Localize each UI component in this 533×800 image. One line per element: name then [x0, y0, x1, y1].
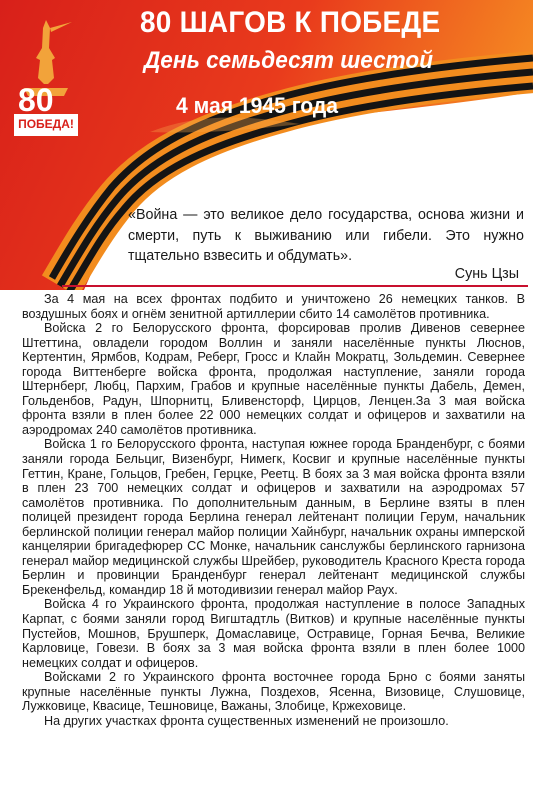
victory-80-logo	[14, 18, 78, 136]
report-body	[22, 292, 525, 728]
poster-subtitle: День семьдесят шестой	[144, 47, 433, 74]
report-paragraph: Войска 2 го Белорусского фронта, форсировав пролив Дивенов севернее Штеттина, овладели городом Воллин и заняли населённые пункты Люснов, Кертентин, Ярмбов, Кодрам, Реберг, Гросс и Клайн Мократц, Зольдемин. Севернее города Виттенберге войска фронта, продолжая наступление, заняли города Штернберг, Любц, Пархим, Грабов и крупные населённые пункты Дабель, Демен, Гольденбов, Радун, Шпорнитц, Бливенсторф, Цирцов, Ленцен.За 3 мая войска фронта взяли в плен более 22 000 немецких солдат и офицеров и захватили на аэродромах 240 самолётов противника.	[22, 321, 525, 437]
logo-text: ПОБЕДА!	[18, 117, 74, 131]
report-paragraph: Войсками 2 го Украинского фронта восточнее города Брно с боями заняты крупные населённые пункты Лужна, Поздехов, Ясенна, Визовице, Слушовице, Лужковице, Квасице, Тешновице, Важаны, Злобице, Кржеховице.	[22, 670, 525, 714]
report-paragraph: Войска 4 го Украинского фронта, продолжая наступление в полосе Западных Карпат, с боями заняли город Вигштадтль (Витков) и крупные населённые пункты Пустейов, Мошнов, Брушперк, Домаславице, Остравице, Горная Бечва, Великие Карловице, Говези. В боях за 3 мая войска фронта взяли в плен более 1000 немецких солдат и офицеров.	[22, 597, 525, 670]
report-paragraph: Войска 1 го Белорусского фронта, наступая южнее города Бранденбург, с боями заняли города Бельциг, Визенбург, Нимегк, Косвиг и крупные населённые пункты Геттин, Кране, Гольцов, Гребен, Герцке, Реетц. В боях за 3 мая войска фронта взяли в плен 23 700 немецких солдат и офицеров и захватили на аэродромах 57 самолётов противника. По дополнительным данным, в Берлине взяты в плен полицей президент города Берлина генерал лейтенант полиции Герум, начальник берлинской полиции генерал майор полиции Хайнбург, начальник охраны имперской канцелярии бригадефюрер СС Монке, начальник санслужбы берлинского гарнизона генерал майор медицинской службы Шрейбер, руководитель Красного Креста города Берлин и провинции Бранденбург генерал лейтенант медицинской службы Брекенфельд, командир 18 й мотодивизии генерал майор Раух.	[22, 437, 525, 597]
poster-title: 80 ШАГОВ К ПОБЕДЕ	[140, 6, 441, 39]
epigraph-author: Сунь Цзы	[454, 266, 519, 282]
report-paragraph: На других участках фронта существенных изменений не произошло.	[44, 713, 449, 728]
logo-number: 80	[18, 82, 54, 118]
epigraph-quote: «Война — это великое дело государства, основа жизни и смерти, путь к выживанию или гибели. Это нужно тщательно взвесить и обдумать».	[128, 207, 524, 264]
divider-line	[62, 285, 528, 287]
poster-date: 4 мая 1945 года	[176, 93, 339, 118]
report-paragraph: За 4 мая на всех фронтах подбито и уничтожено 26 немецких танков. В воздушных боях и огнём зенитной артиллерии сбито 14 самолётов противника.	[22, 292, 525, 321]
